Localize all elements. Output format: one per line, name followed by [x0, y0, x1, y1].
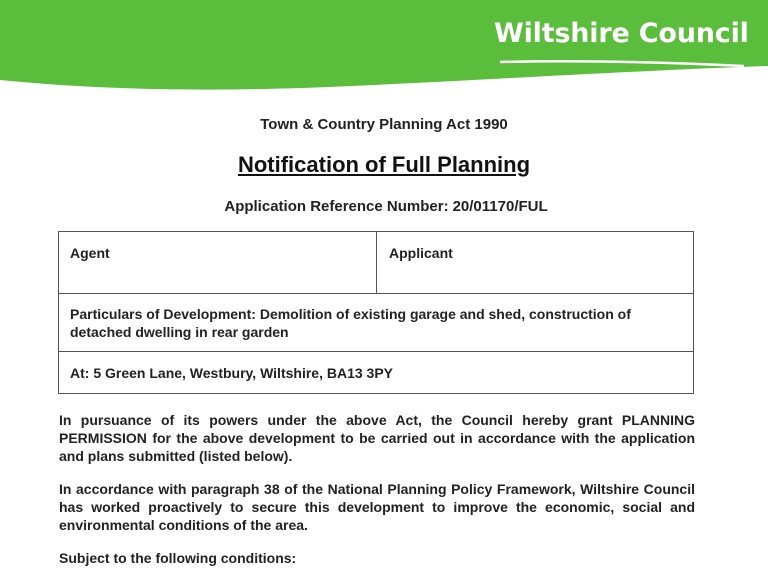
permission-paragraph: In pursuance of its powers under the above Act, the Council hereby grant PLANNING PERMISSION for the above development to be carried out in accordance with the application and plans submitted (listed below).	[59, 412, 695, 464]
act-heading: Town & Country Planning Act 1990	[260, 116, 508, 133]
details-table	[58, 231, 694, 394]
particulars-of-development: Particulars of Development: Demolition of existing garage and shed, construction of detached dwelling in rear garden	[70, 306, 631, 340]
green-banner	[0, 0, 768, 100]
agent-label: Agent	[70, 245, 110, 261]
reference-label: Application Reference Number:	[224, 198, 449, 215]
conditions-heading: Subject to the following conditions:	[59, 550, 297, 566]
column-divider	[376, 232, 377, 293]
site-address: At: 5 Green Lane, Westbury, Wiltshire, BA13 3PY	[70, 365, 393, 381]
application-reference	[0, 198, 768, 215]
reference-number: 20/01170/FUL	[452, 198, 548, 215]
council-logo-text: Wiltshire Council	[494, 18, 749, 49]
nppf-paragraph: In accordance with paragraph 38 of the National Planning Policy Framework, Wiltshire Council has worked proactively to secure this development to improve the economic, social and environmental conditions of the area.	[59, 481, 695, 533]
applicant-label: Applicant	[389, 245, 453, 261]
notification-title: Notification of Full Planning	[237, 152, 531, 177]
council-header	[0, 0, 768, 100]
